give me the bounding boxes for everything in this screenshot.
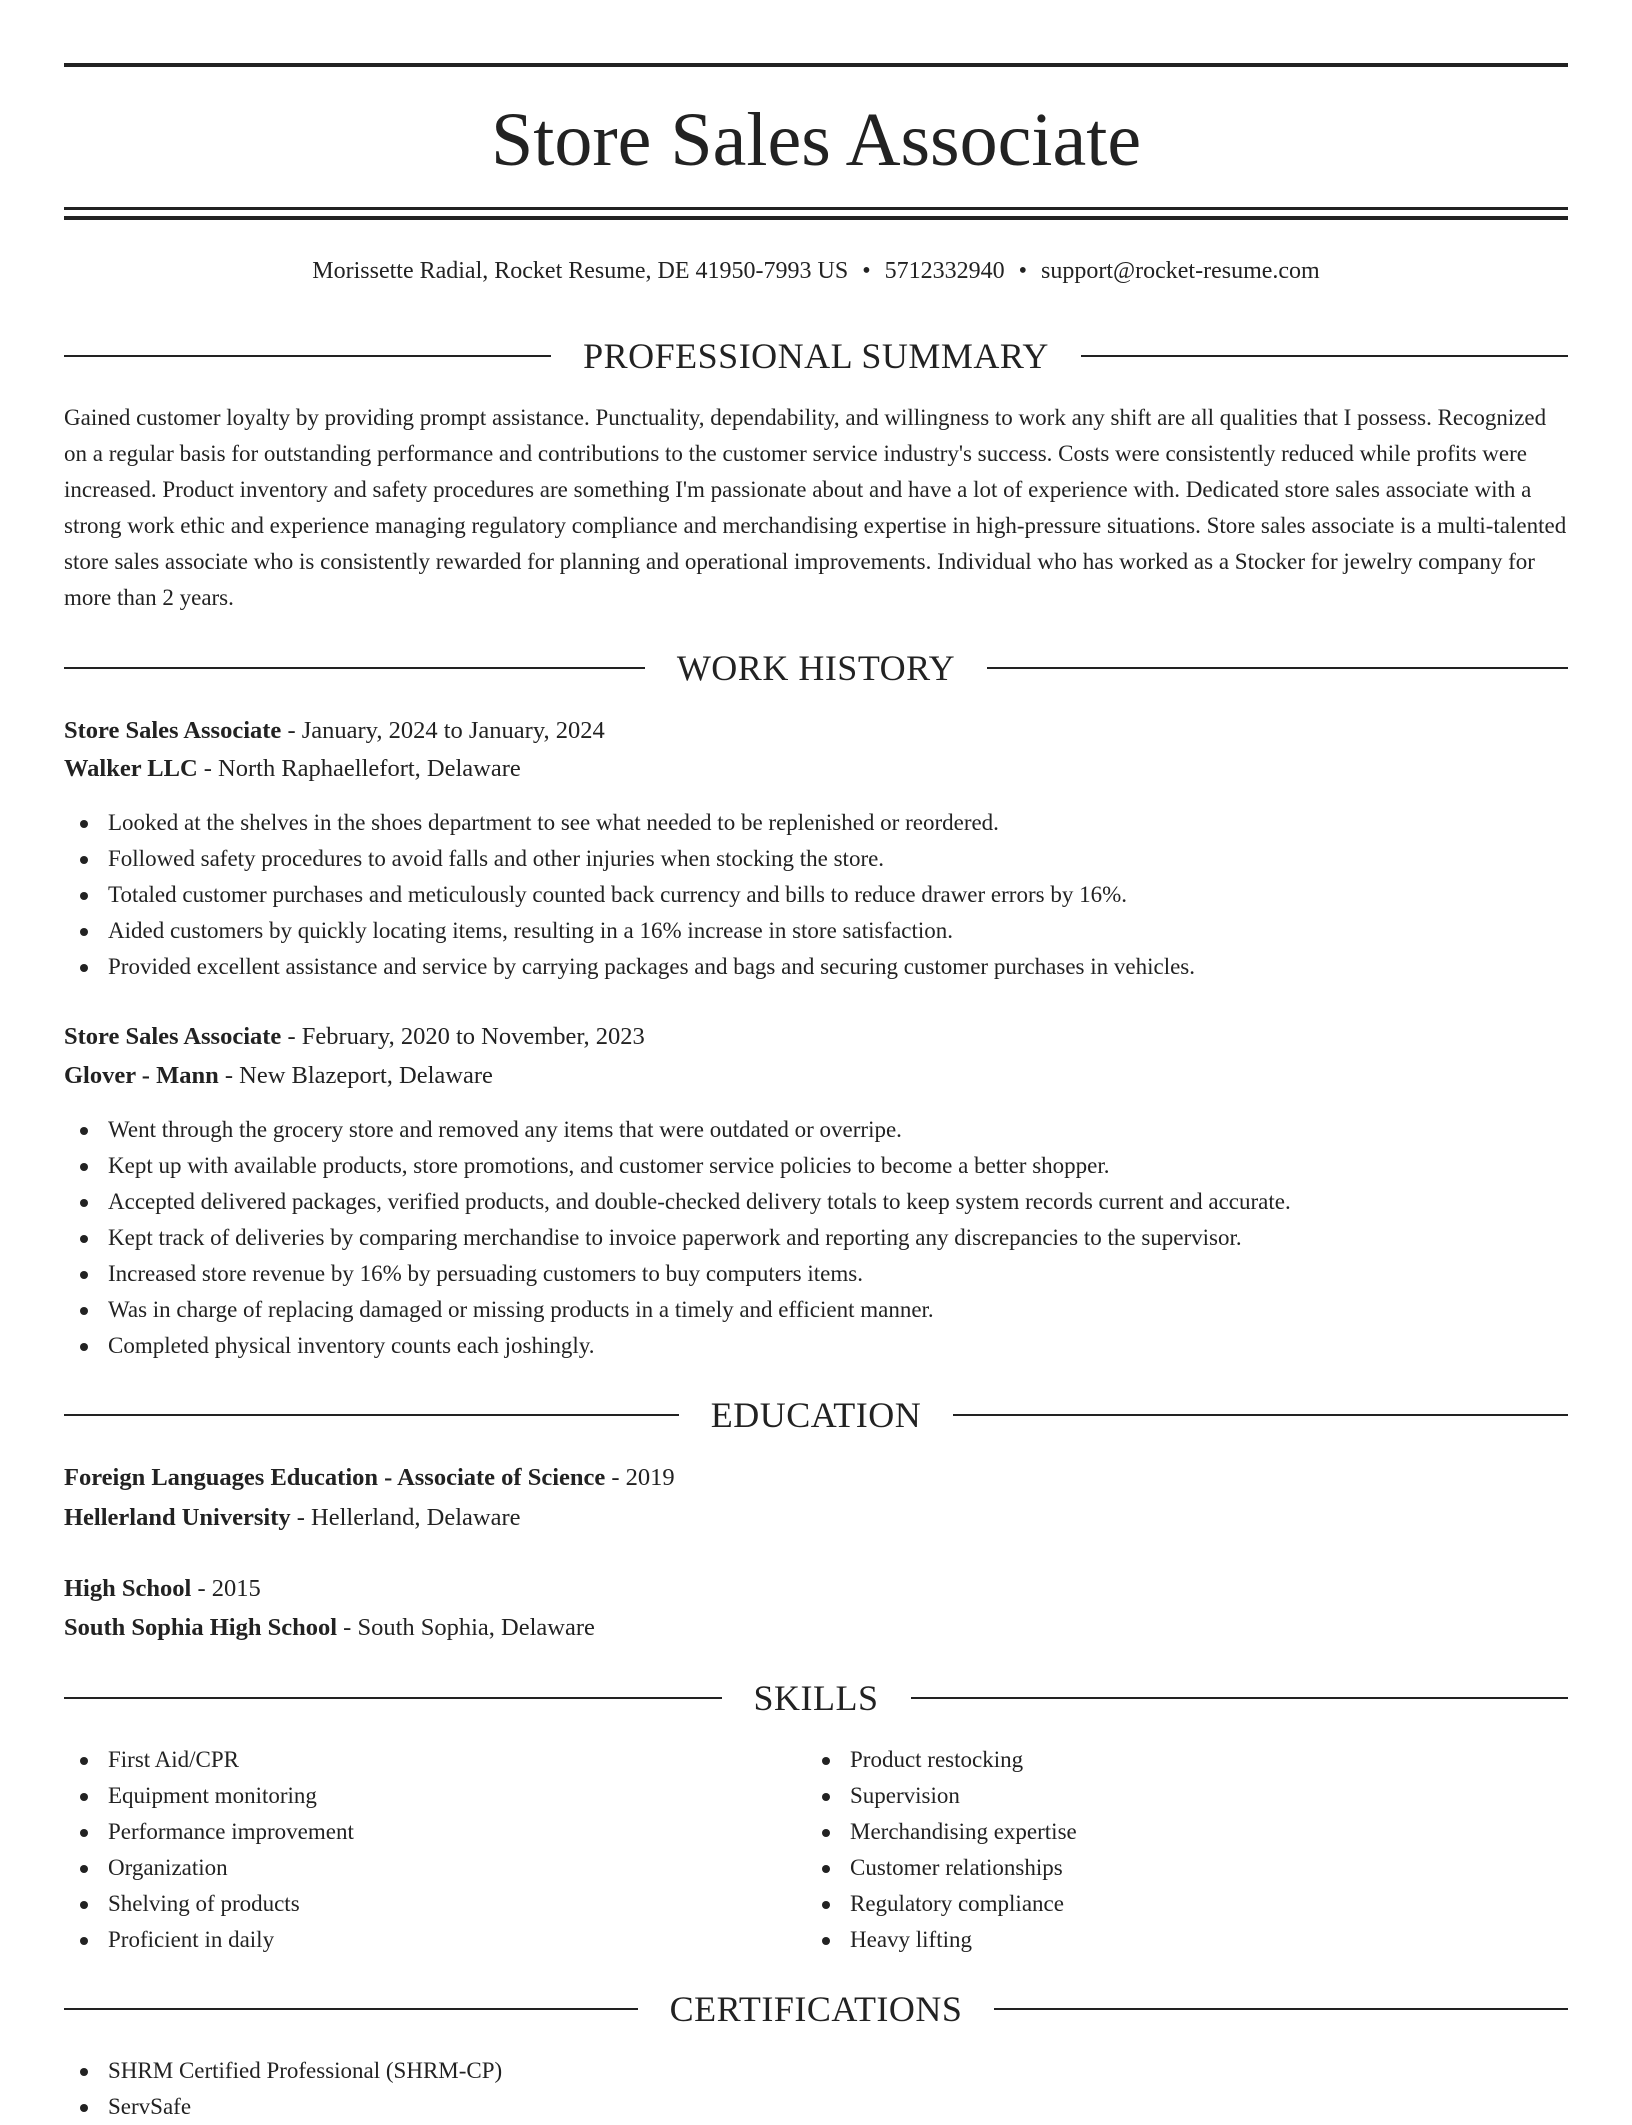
section-title: EDUCATION — [710, 1395, 922, 1435]
section-heading-education — [64, 1393, 1568, 1437]
job-bullets — [64, 805, 1568, 985]
skill-item: Supervision — [806, 1778, 1632, 1814]
list-item: Was in charge of replacing damaged or missing products in a timely and efficient manner. — [64, 1292, 1568, 1328]
section-title: CERTIFICATIONS — [669, 1989, 963, 2029]
list-item: Accepted delivered packages, verified products, and double-checked delivery totals to keep system records current and accurate. — [64, 1184, 1568, 1220]
skill-item: Shelving of products — [64, 1886, 1568, 1922]
education-school: South Sophia High School — [64, 1614, 338, 1641]
section-title: WORK HISTORY — [676, 648, 956, 688]
skill-item: First Aid/CPR — [64, 1742, 1568, 1778]
section-rule — [64, 1414, 679, 1416]
list-item: Kept track of deliveries by comparing merchandise to invoice paperwork and reporting any discrepancies to the supervisor. — [64, 1220, 1568, 1256]
education-year: - 2015 — [191, 1575, 261, 1602]
job-company: Walker LLC — [64, 755, 198, 782]
section-heading-summary — [64, 334, 1568, 378]
section-rule — [64, 667, 645, 669]
list-item: Followed safety procedures to avoid falls and other injuries when stocking the store. — [64, 841, 1568, 877]
contact-phone: 5712332940 — [884, 258, 1005, 284]
job-location: - North Raphaellefort, Delaware — [197, 755, 521, 782]
contact-separator: • — [862, 258, 871, 284]
section-heading-work-history — [64, 646, 1568, 690]
contact-address: Morissette Radial, Rocket Resume, DE 41950-7993 US — [312, 258, 849, 284]
job-dates: - February, 2020 to November, 2023 — [281, 1023, 645, 1050]
skill-item: Merchandising expertise — [806, 1814, 1632, 1850]
contact-email: support@rocket-resume.com — [1041, 258, 1320, 284]
certifications-list — [64, 2053, 1568, 2125]
list-item: Provided excellent assistance and service by carrying packages and bags and securing customer purchases in vehicles. — [64, 949, 1568, 985]
section-heading-skills — [64, 1676, 1568, 1720]
job-dates: - January, 2024 to January, 2024 — [281, 717, 605, 744]
skill-item: Proficient in daily — [64, 1922, 1568, 1958]
certification-item: ServSafe — [64, 2089, 1568, 2125]
list-item: Went through the grocery store and removed any items that were outdated or overripe. — [64, 1112, 1568, 1148]
contact-separator: • — [1018, 258, 1028, 284]
skill-item: Product restocking — [806, 1742, 1632, 1778]
skill-item: Organization — [64, 1850, 1568, 1886]
skill-item: Customer relationships — [806, 1850, 1632, 1886]
section-rule — [987, 667, 1568, 669]
job-title-line — [64, 713, 1568, 749]
job-location: - New Blazeport, Delaware — [218, 1062, 493, 1089]
contact-line — [64, 254, 1568, 288]
education-school-line — [64, 1500, 1568, 1536]
skill-item: Performance improvement — [64, 1814, 1568, 1850]
section-rule — [994, 2008, 1568, 2010]
education-year: - 2019 — [605, 1464, 675, 1491]
section-rule — [953, 1414, 1568, 1416]
skill-item: Equipment monitoring — [64, 1778, 1568, 1814]
section-heading-certifications — [64, 1987, 1568, 2031]
skills-list-right — [806, 1742, 1632, 1958]
list-item: Kept up with available products, store promotions, and customer service policies to become a better shopper. — [64, 1148, 1568, 1184]
list-item: Aided customers by quickly locating items, resulting in a 16% increase in store satisfaction. — [64, 913, 1568, 949]
section-rule — [1081, 355, 1568, 357]
skill-item: Heavy lifting — [806, 1922, 1632, 1958]
education-degree-line — [64, 1460, 1568, 1496]
certification-item: SHRM Certified Professional (SHRM-CP) — [64, 2053, 1568, 2089]
job-company-line — [64, 1058, 1568, 1094]
education-location: - South Sophia, Delaware — [337, 1614, 595, 1641]
header-top-rule — [64, 63, 1568, 67]
job-company-line — [64, 751, 1568, 787]
resume-title: Store Sales Associate — [490, 98, 1142, 182]
education-degree: Foreign Languages Education - Associate of Science — [64, 1464, 606, 1491]
job-company: Glover - Mann — [64, 1062, 219, 1089]
section-title: SKILLS — [753, 1678, 879, 1718]
list-item: Completed physical inventory counts each joshingly. — [64, 1328, 1568, 1364]
education-school-line — [64, 1610, 1568, 1646]
job-bullets — [64, 1112, 1568, 1364]
section-rule — [64, 2008, 638, 2010]
section-title: PROFESSIONAL SUMMARY — [583, 336, 1049, 376]
education-location: - Hellerland, Delaware — [290, 1504, 521, 1531]
skill-item: Regulatory compliance — [806, 1886, 1632, 1922]
list-item: Increased store revenue by 16% by persuading customers to buy computers items. — [64, 1256, 1568, 1292]
list-item: Looked at the shelves in the shoes department to see what needed to be replenished or reordered. — [64, 805, 1568, 841]
section-rule — [911, 1697, 1569, 1699]
header-double-rule — [64, 207, 1568, 220]
job-title: Store Sales Associate — [64, 717, 282, 744]
summary-paragraph: Gained customer loyalty by providing prompt assistance. Punctuality, dependability, and willingness to work any shift are all qualities that I possess. Recognized on a regular basis for outstanding performance and contributions to the customer service industry's success. Costs were consistently reduced while profits were increased. Product inventory and safety procedures are something I'm passionate about and have a lot of experience with. Dedicated store sales associate with a strong work ethic and experience managing regulatory compliance and merchandising expertise in high-pressure situations. Store sales associate is a multi-talented store sales associate who is consistently rewarded for planning and operational improvements. Individual who has worked as a Stocker for jewelry company for more than 2 years. — [64, 405, 1567, 610]
education-school: Hellerland University — [64, 1504, 291, 1531]
education-degree: High School — [64, 1575, 192, 1602]
section-rule — [64, 355, 551, 357]
list-item: Totaled customer purchases and meticulously counted back currency and bills to reduce drawer errors by 16%. — [64, 877, 1568, 913]
section-rule — [64, 1697, 722, 1699]
education-degree-line — [64, 1571, 1568, 1607]
job-title: Store Sales Associate — [64, 1023, 282, 1050]
job-title-line — [64, 1019, 1568, 1055]
